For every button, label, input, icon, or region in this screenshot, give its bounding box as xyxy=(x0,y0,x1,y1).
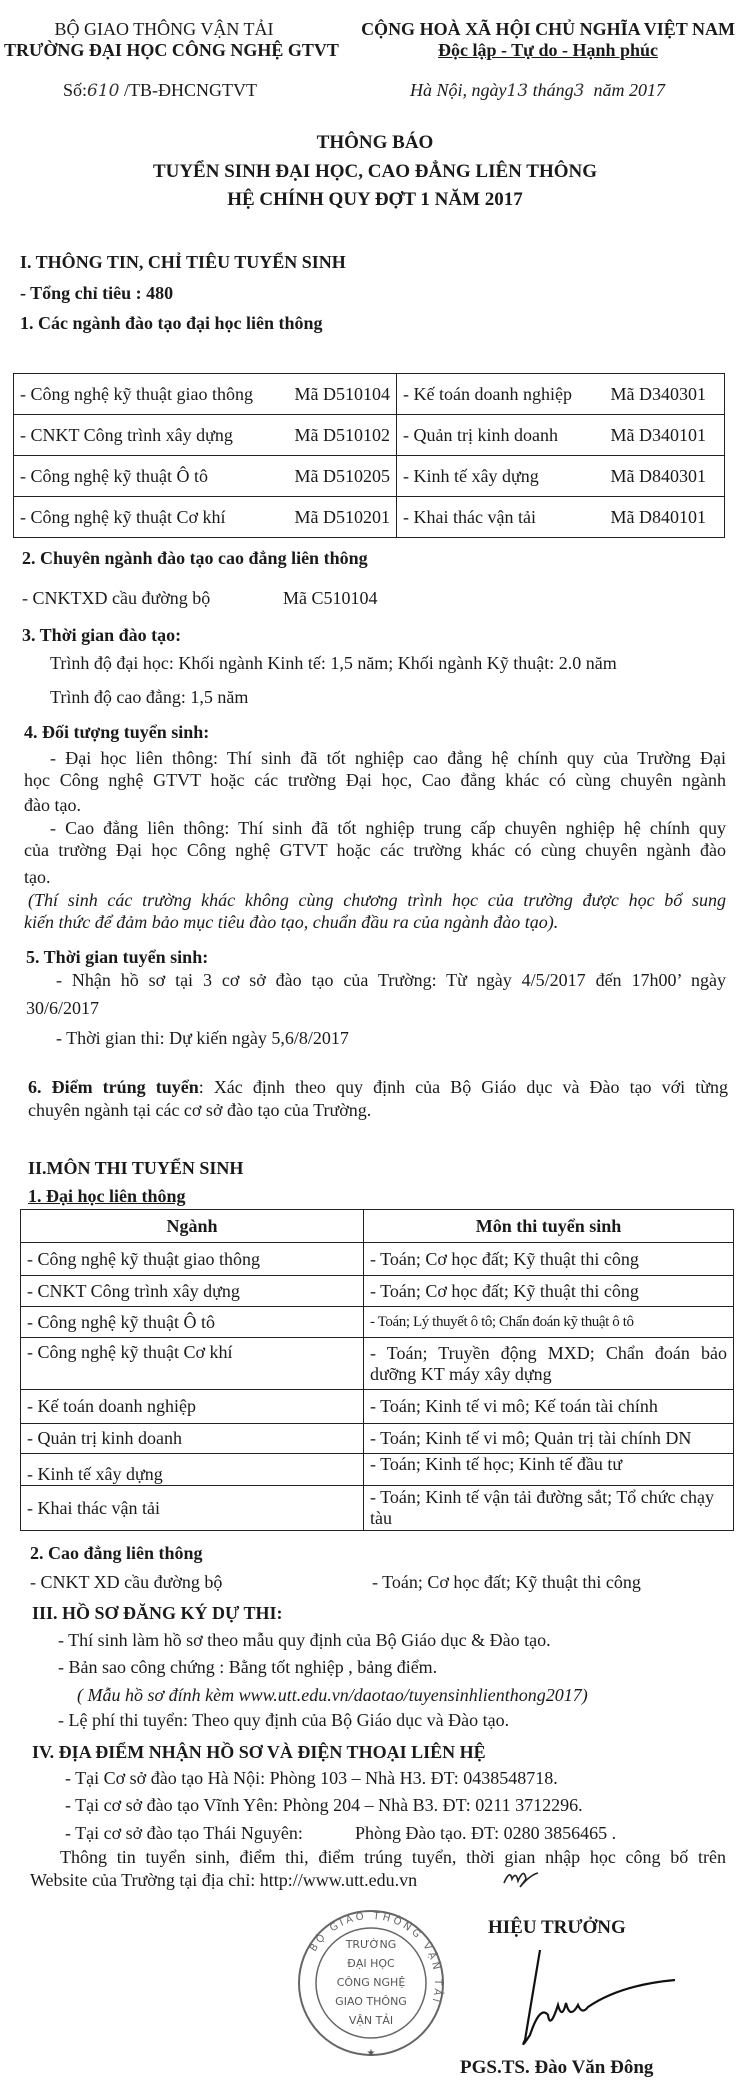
major-cell: - Quản trị kinh doanh xyxy=(21,1424,364,1454)
duration-college: Trình độ cao đẳng: 1,5 năm xyxy=(50,687,249,707)
dossier-note: ( Mẫu hồ sơ đính kèm www.utt.edu.vn/daotao/tuyensinhlienthong2017) xyxy=(77,1685,588,1705)
table-row xyxy=(21,1390,734,1424)
major-cell: - Công nghệ kỹ thuật Cơ khí xyxy=(21,1338,364,1390)
table-row xyxy=(21,1338,734,1390)
total-quota: - Tổng chỉ tiêu : 480 xyxy=(20,283,174,303)
major-cell: - Công nghệ kỹ thuật giao thông xyxy=(21,1243,364,1276)
info-line: Website của Trường tại địa chỉ: http://www.utt.edu.vn xyxy=(30,1870,418,1890)
target-line: học Công nghệ GTVT hoặc các trường Đại học, Cao đẳng khác có cùng chuyên ngành xyxy=(24,770,726,790)
section1-sub1: 1. Các ngành đào tạo đại học liên thông xyxy=(20,313,323,333)
major-name: - Kinh tế xây dựng xyxy=(403,465,539,486)
ministry-name: BỘ GIAO THÔNG VẬN TẢI xyxy=(54,19,274,39)
column-header: Môn thi tuyển sinh xyxy=(364,1210,734,1243)
major-code: Mã D510201 xyxy=(294,506,390,527)
section1-heading: I. THÔNG TIN, CHỈ TIÊU TUYỂN SINH xyxy=(20,252,346,272)
section1-sub5: 5. Thời gian tuyển sinh: xyxy=(26,947,209,967)
college-major: - CNKTXD cầu đường bộ xyxy=(22,588,211,608)
table-row xyxy=(14,415,725,456)
location-vinhyen: - Tại cơ sở đào tạo Vĩnh Yên: Phòng 204 – Nhà B3. ĐT: 0211 3712296. xyxy=(65,1795,583,1815)
college-major: - CNKT XD cầu đường bộ xyxy=(30,1572,223,1592)
stamp-line: CÔNG NGHỆ xyxy=(336,1976,406,1989)
major-name: - Khai thác vận tải xyxy=(403,506,536,527)
section3-heading: III. HỒ SƠ ĐĂNG KÝ DỰ THI: xyxy=(32,1603,283,1623)
university-majors-table xyxy=(13,373,725,538)
column-header: Ngành xyxy=(21,1210,364,1243)
table-cell xyxy=(397,415,725,456)
subjects-cell: - Toán; Cơ học đất; Kỹ thuật thi công xyxy=(364,1243,734,1276)
title-line1: THÔNG BÁO xyxy=(316,132,434,153)
table-header-row xyxy=(21,1210,734,1243)
major-name: - Công nghệ kỹ thuật Cơ khí xyxy=(20,506,226,527)
section1-sub6-label: 6. Điểm trúng tuyển xyxy=(28,1077,199,1097)
table-cell xyxy=(14,415,397,456)
section2-heading: II.MÔN THI TUYỂN SINH xyxy=(28,1158,244,1178)
signature-icon xyxy=(470,1945,680,2050)
exam-date: - Thời gian thi: Dự kiến ngày 5,6/8/2017 xyxy=(56,1028,349,1048)
major-cell: - Khai thác vận tải xyxy=(21,1486,364,1531)
subjects-cell: - Toán; Lý thuyết ô tô; Chẩn đoán kỹ thuật ô tô xyxy=(364,1307,734,1338)
country-name: CỘNG HOÀ XÃ HỘI CHỦ NGHĨA VIỆT NAM xyxy=(361,19,735,39)
location-hanoi: - Tại Cơ sở đào tạo Hà Nội: Phòng 103 – Nhà H3. ĐT: 0438548718. xyxy=(65,1768,558,1788)
date-prefix: Hà Nội, ngày xyxy=(410,80,507,100)
stamp-line: GIAO THÔNG xyxy=(335,1995,407,2008)
major-name: - Kế toán doanh nghiệp xyxy=(403,383,572,404)
table-cell xyxy=(397,456,725,497)
section2-sub2: 2. Cao đẳng liên thông xyxy=(30,1543,203,1563)
table-cell xyxy=(397,497,725,538)
stamp-line: ĐẠI HỌC xyxy=(347,1957,395,1970)
table-row xyxy=(21,1454,734,1486)
note-line: (Thí sinh các trường khác không cùng chương trình học của trường được học bổ sung xyxy=(28,890,726,910)
school-name: TRƯỜNG ĐẠI HỌC CÔNG NGHỆ GTVT xyxy=(4,40,339,60)
stamp-star-icon: ★ xyxy=(366,2048,376,2058)
major-name: - CNKT Công trình xây dựng xyxy=(20,424,233,445)
document-date xyxy=(410,79,665,102)
major-code: Mã D340101 xyxy=(610,424,706,445)
admission-score-line xyxy=(28,1076,728,1098)
major-cell: - Kế toán doanh nghiệp xyxy=(21,1390,364,1424)
motto: Độc lập - Tự do - Hạnh phúc xyxy=(437,40,659,60)
table-row xyxy=(14,497,725,538)
table-cell xyxy=(397,374,725,415)
title-line2: TUYỂN SINH ĐẠI HỌC, CAO ĐẲNG LIÊN THÔNG xyxy=(152,161,598,182)
admission-score-line: chuyên ngành tại các cơ sở đào tạo của Trường. xyxy=(28,1100,372,1120)
stamp-ring-text: BỘ GIAO THÔNG VẬN TẢI xyxy=(308,1910,444,2006)
section1-sub2: 2. Chuyên ngành đào tạo cao đẳng liên thông xyxy=(22,548,368,568)
dossier-item: - Bản sao công chứng : Bằng tốt nghiệp , bảng điểm. xyxy=(58,1657,438,1677)
college-subjects: - Toán; Cơ học đất; Kỹ thuật thi công xyxy=(372,1572,641,1592)
section1-sub3: 3. Thời gian đào tạo: xyxy=(22,625,182,645)
initials-icon xyxy=(500,1865,540,1889)
location-thainguyen-detail: Phòng Đào tạo. ĐT: 0280 3856465 . xyxy=(355,1823,617,1843)
major-name: - Công nghệ kỹ thuật giao thông xyxy=(20,383,253,404)
stamp-line: TRƯỜNG xyxy=(345,1938,397,1951)
table-row xyxy=(21,1243,734,1276)
target-line: - Cao đẳng liên thông: Thí sinh đã tốt nghiệp trung cấp chuyên nghiệp hệ chính quy xyxy=(50,818,726,838)
title-line3: HỆ CHÍNH QUY ĐỢT 1 NĂM 2017 xyxy=(227,189,523,210)
signatory-title: HIỆU TRƯỞNG xyxy=(488,1917,626,1938)
table-cell xyxy=(14,497,397,538)
subjects-cell: - Toán; Truyền động MXD; Chẩn đoán bảo dưỡng KT máy xây dựng xyxy=(364,1338,734,1390)
period-line: - Nhận hồ sơ tại 3 cơ sở đào tạo của Trường: Từ ngày 4/5/2017 đến 17h00’ ngày xyxy=(56,970,726,990)
dossier-item: - Thí sinh làm hồ sơ theo mẫu quy định của Bộ Giáo dục & Đào tạo. xyxy=(58,1630,551,1650)
dossier-item: - Lệ phí thi tuyển: Theo quy định của Bộ Giáo dục và Đào tạo. xyxy=(58,1710,510,1730)
table-row xyxy=(21,1276,734,1307)
date-month: 3 xyxy=(573,81,585,101)
major-code: Mã D510104 xyxy=(294,383,390,404)
major-code: Mã D510205 xyxy=(294,465,390,486)
number-prefix: Số: xyxy=(63,80,88,100)
subjects-cell: - Toán; Kinh tế vi mô; Kế toán tài chính xyxy=(364,1390,734,1424)
table-row xyxy=(14,456,725,497)
table-row xyxy=(21,1307,734,1338)
section1-sub4: 4. Đối tượng tuyển sinh: xyxy=(24,722,210,742)
target-line: đào tạo. xyxy=(24,795,81,815)
major-cell: - Kinh tế xây dựng xyxy=(21,1454,364,1486)
number-suffix: /TB-ĐHCNGTVT xyxy=(123,80,257,100)
major-name: - Quản trị kinh doanh xyxy=(403,424,558,445)
subjects-cell: - Toán; Kinh tế vận tải đường sắt; Tổ chức chạy tàu xyxy=(364,1486,734,1531)
major-code: Mã D840301 xyxy=(610,465,706,486)
major-cell: - Công nghệ kỹ thuật Ô tô xyxy=(21,1307,364,1338)
target-line: của trường Đại học Công nghệ GTVT hoặc các trường khác có cùng chuyên ngành đào xyxy=(24,840,726,860)
duration-university: Trình độ đại học: Khối ngành Kinh tế: 1,5 năm; Khối ngành Kỹ thuật: 2.0 năm xyxy=(50,653,617,673)
section2-sub1: 1. Đại học liên thông xyxy=(28,1186,186,1206)
subjects-cell: - Toán; Cơ học đất; Kỹ thuật thi công xyxy=(364,1276,734,1307)
college-code: Mã C510104 xyxy=(283,588,378,608)
major-code: Mã D340301 xyxy=(610,383,706,404)
date-year: năm 2017 xyxy=(593,80,665,100)
official-stamp-icon xyxy=(296,1908,446,2058)
date-month-label: tháng xyxy=(532,80,574,100)
note-line: kiến thức để đảm bảo mục tiêu đào tạo, chuẩn đầu ra của ngành đào tạo). xyxy=(24,912,559,932)
date-day: 13 xyxy=(506,81,529,101)
section4-heading: IV. ĐỊA ĐIỂM NHẬN HỒ SƠ VÀ ĐIỆN THOẠI LIÊN HỆ xyxy=(32,1742,486,1762)
table-row xyxy=(14,374,725,415)
major-code: Mã D840101 xyxy=(610,506,706,527)
admission-score-text: : Xác định theo quy định của Bộ Giáo dục và Đào tạo với từng xyxy=(198,1077,728,1097)
stamp-line: VẬN TẢI xyxy=(348,2014,394,2027)
subjects-cell: - Toán; Kinh tế vi mô; Quản trị tài chính DN xyxy=(364,1424,734,1454)
target-line: - Đại học liên thông: Thí sinh đã tốt nghiệp cao đẳng hệ chính quy của Trường Đại xyxy=(50,748,726,768)
number-handwritten: 610 xyxy=(87,81,120,101)
table-row xyxy=(21,1486,734,1531)
document-number xyxy=(63,79,257,102)
period-line: 30/6/2017 xyxy=(26,998,100,1018)
exam-subjects-table xyxy=(20,1209,734,1531)
signatory-name: PGS.TS. Đào Văn Đông xyxy=(460,2057,654,2078)
info-line: Thông tin tuyển sinh, điểm thi, điểm trúng tuyển, thời gian nhập học công bố trên xyxy=(60,1847,726,1867)
table-cell xyxy=(14,456,397,497)
target-line: tạo. xyxy=(24,867,51,887)
table-row xyxy=(21,1424,734,1454)
major-cell: - CNKT Công trình xây dựng xyxy=(21,1276,364,1307)
table-cell xyxy=(14,374,397,415)
major-name: - Công nghệ kỹ thuật Ô tô xyxy=(20,465,208,486)
major-code: Mã D510102 xyxy=(294,424,390,445)
subjects-cell: - Toán; Kinh tế học; Kinh tế đầu tư xyxy=(364,1454,734,1486)
location-thainguyen-label: - Tại cơ sở đào tạo Thái Nguyên: xyxy=(65,1823,303,1843)
